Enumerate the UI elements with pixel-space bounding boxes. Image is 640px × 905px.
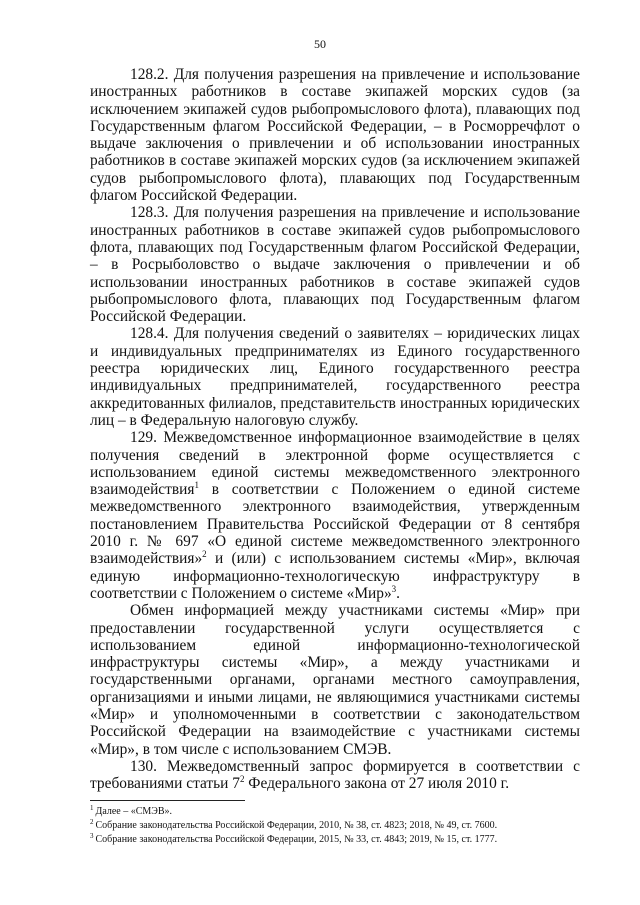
footnote-ref-2: 2 [202, 549, 207, 560]
paragraph-128-3: 128.3. Для получения разрешения на привлечение и использование иностранных работников в составе экипажей судов рыбопромыслового флота, плавающих под Государственным флагом Российской Федерации, – в Росрыболовство о выдаче заключения о привлечении и об использовании иностранных работников в составе экипажей судов рыбопромыслового флота, плавающих под Государственным флагом Российской Федерации. [90, 204, 580, 326]
paragraph-129-part-d: . [396, 584, 401, 602]
footnote-text: Далее – «СМЭВ». [95, 806, 173, 817]
footnote-1 [90, 805, 580, 819]
paragraph-130 [90, 758, 580, 793]
footnote-text: Собрание законодательства Российской Федерации, 2010, № 38, ст. 4823; 2018, № 49, ст. 7600. [95, 820, 498, 831]
paragraph-128-2: 128.2. Для получения разрешения на привлечение и использование иностранных работников в составе экипажей морских судов (за исключением экипажей судов рыбопромыслового флота), плавающих под Государственным флагом Российской Федерации, – в Росморречфлот о выдаче заключения о привлечении и об использовании иностранных работников в составе экипажей морских судов (за исключением экипажей судов рыбопромыслового флота), плавающих под Государственным флагом Российской Федерации. [90, 66, 580, 205]
footnote-mark: 2 [90, 818, 94, 826]
page-number: 50 [314, 37, 326, 51]
paragraph-mir-exchange: Обмен информацией между участниками системы «Мир» при предоставлении государственной услуги осуществляется с использованием единой информационно-технологической инфраструктуры системы «Мир», а между участниками и государственными органами, органами местного самоуправления, организациями и иными лицами, не являющимися участниками системы «Мир» и уполномоченными в соответствии с законодательством Российской Федерации на взаимодействие с участниками системы «Мир», в том числе с использованием СМЭВ. [90, 602, 580, 758]
footnote-separator [90, 800, 245, 801]
footnote-3 [90, 833, 580, 847]
paragraph-129 [90, 429, 580, 602]
paragraph-129-part-b: в соответствии с Положением о единой системе межведомственного электронного взаимодействия, утвержденным постановлением Правительства Российской Федерации от 8 сентября 2010 г. № 697 «О единой системе межведомственного электронного взаимодействия» [90, 481, 580, 568]
document-body [90, 66, 580, 792]
footnote-ref-1: 1 [194, 480, 199, 491]
article-superscript: 2 [239, 774, 245, 785]
paragraph-129-part-c: и (или) с использованием системы «Мир», включая единую информационно-технологическую инфраструктуру в соответствии с Положением о системе «Мир» [90, 550, 580, 602]
footnote-text: Собрание законодательства Российской Федерации, 2015, № 33, ст. 4843; 2019, № 15, ст. 1777. [95, 834, 498, 845]
paragraph-128-4: 128.4. Для получения сведений о заявителях – юридических лицах и индивидуальных предпринимателях из Единого государственного реестра юридических лиц, Единого государственного реестра индивидуальных предпринимателей, государственного реестра аккредитованных филиалов, представительств иностранных юридических лиц – в Федеральную налоговую службу. [90, 325, 580, 429]
footnote-2 [90, 819, 580, 833]
footnote-mark: 1 [90, 804, 94, 812]
paragraph-130-part-a: 130. Межведомственный запрос формируется в соответствии с требованиями статьи 7 [90, 757, 580, 793]
footnotes [90, 805, 580, 847]
paragraph-129-part-a: 129. Межведомственное информационное взаимодействие в целях получения сведений в электронной форме осуществляется с использованием единой системы межведомственного электронного взаимодействия [90, 429, 580, 499]
paragraph-130-part-b: Федерального закона от 27 июля 2010 г. [244, 775, 510, 793]
footnote-mark: 3 [90, 832, 94, 840]
footnote-ref-3: 3 [391, 583, 397, 594]
